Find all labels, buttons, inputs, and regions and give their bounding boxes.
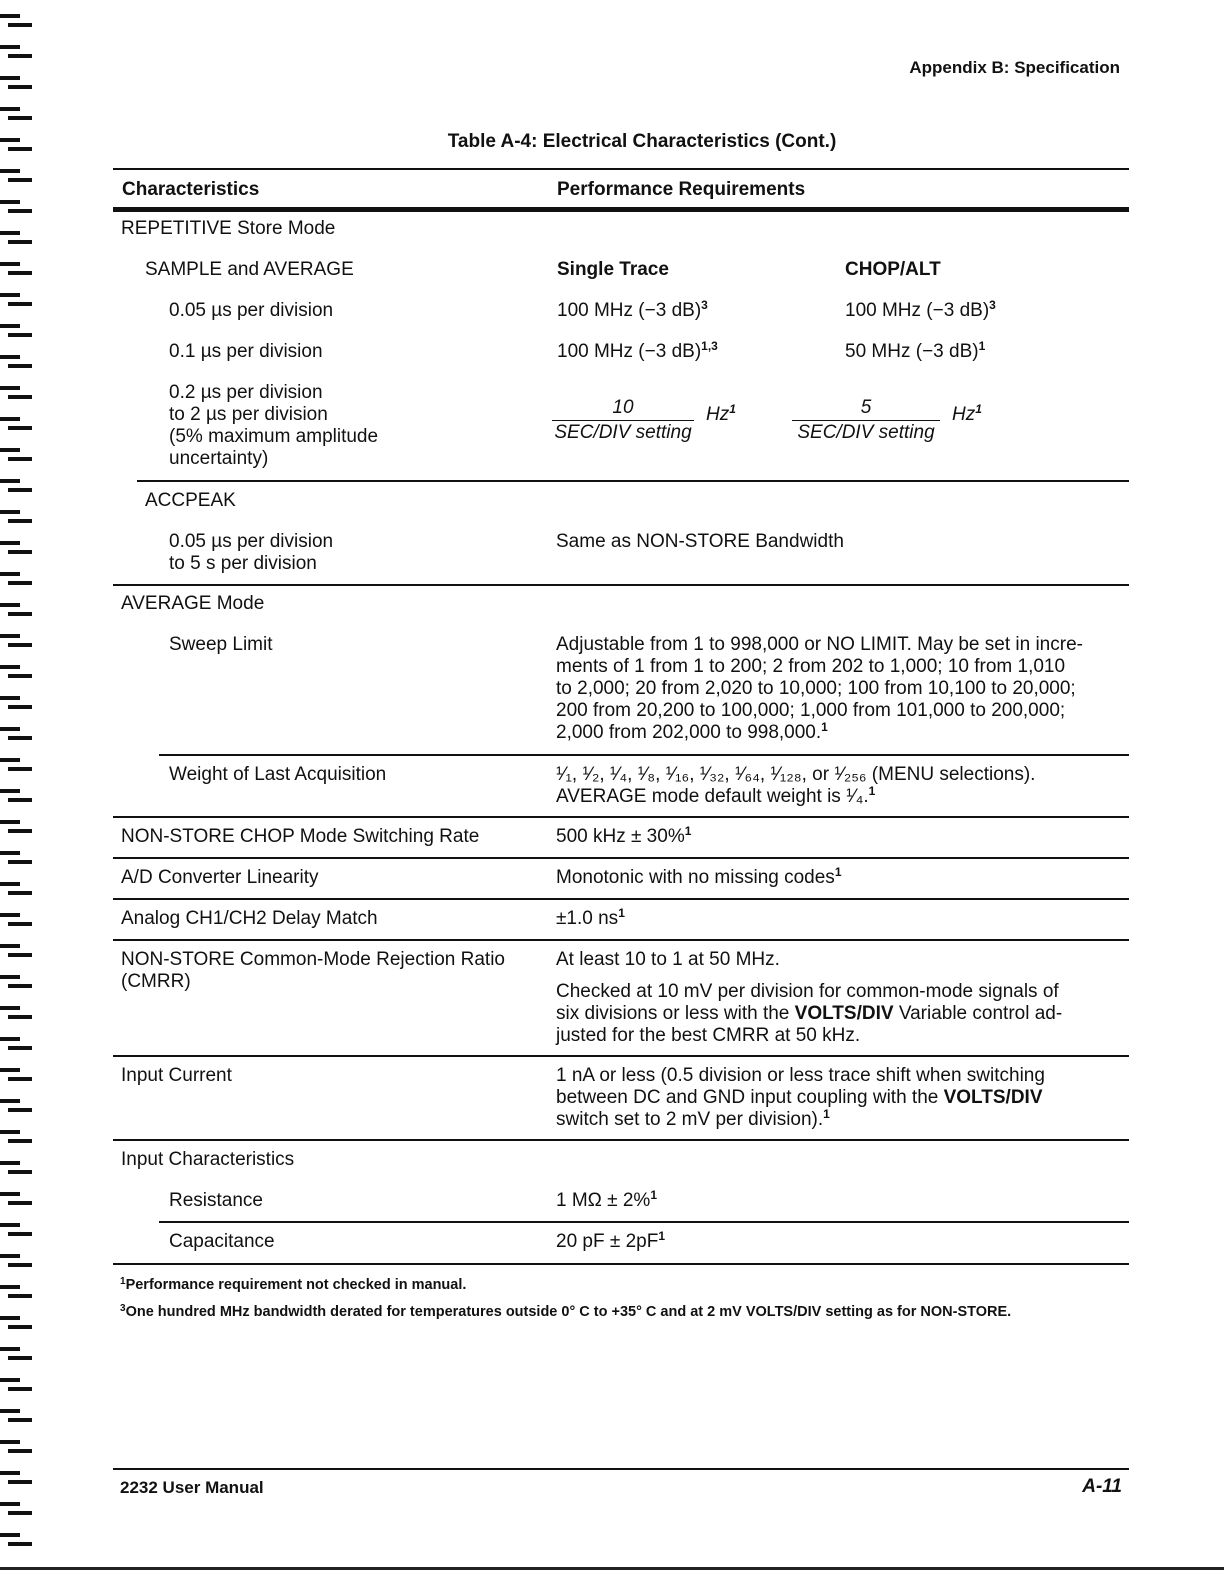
row-label-005us: 0.05 µs per division: [169, 300, 334, 321]
binding-mark: [0, 696, 20, 700]
rule-before-adc: [113, 857, 1129, 859]
binding-mark: [8, 364, 32, 368]
binding-mark: [0, 1502, 20, 1506]
binding-mark: [0, 510, 20, 514]
subheading-chop-alt: CHOP/ALT: [845, 259, 941, 280]
binding-mark: [8, 860, 32, 864]
binding-mark: [0, 789, 20, 793]
binding-mark: [0, 479, 20, 483]
binding-mark: [0, 1378, 20, 1382]
binding-mark: [8, 1480, 32, 1484]
binding-mark: [0, 634, 20, 638]
hz-unit-single: Hz$^1$: [706, 402, 736, 425]
binding-mark: [8, 23, 32, 27]
value-005us-chop: 100 MHz (−3 dB)$^3$: [845, 298, 996, 321]
binding-mark: [0, 541, 20, 545]
binding-mark: [0, 169, 20, 173]
binding-mark: [0, 1347, 20, 1351]
binding-mark: [0, 1316, 20, 1320]
row-label-chop-rate: NON-STORE CHOP Mode Switching Rate: [121, 826, 480, 847]
binding-mark: [8, 1139, 32, 1143]
binding-mark: [8, 426, 32, 430]
binding-mark: [8, 550, 32, 554]
row-label-cmrr: NON-STORE Common-Mode Rejection Ratio (CMRR): [121, 949, 505, 992]
binding-mark: [8, 922, 32, 926]
page-number: A-11: [1082, 1476, 1122, 1497]
binding-mark: [8, 1170, 32, 1174]
binding-mark: [0, 1471, 20, 1475]
row-label-capacitance: Capacitance: [169, 1231, 275, 1252]
binding-mark: [0, 1099, 20, 1103]
binding-mark: [8, 457, 32, 461]
binding-mark: [0, 882, 20, 886]
binding-mark: [0, 1285, 20, 1289]
value-resistance: 1 MΩ ± 2%$^1$: [556, 1188, 658, 1211]
row-label-01us: 0.1 µs per division: [169, 341, 323, 362]
binding-mark: [0, 107, 20, 111]
row-heading-average: AVERAGE Mode: [121, 593, 265, 614]
row-label-delay: Analog CH1/CH2 Delay Match: [121, 908, 378, 929]
fraction-chop-alt: 5 SEC/DIV setting: [792, 397, 940, 444]
row-label-02us: 0.2 µs per division to 2 µs per division (5% maximum amplitude uncertainty): [169, 382, 379, 469]
binding-mark: [0, 76, 20, 80]
footnote-1: $^1$Performance requirement not checked in manual.: [120, 1276, 467, 1293]
table-top-rule: [113, 168, 1129, 170]
binding-mark: [0, 1006, 20, 1010]
binding-mark: [8, 736, 32, 740]
value-accpeak: Same as NON-STORE Bandwidth: [556, 531, 844, 552]
binding-mark: [0, 851, 20, 855]
binding-mark: [8, 1387, 32, 1391]
binding-mark: [0, 1254, 20, 1258]
page-bottom-edge: [0, 1567, 1224, 1570]
rule-before-input-current: [113, 1055, 1129, 1057]
binding-mark: [8, 674, 32, 678]
binding-mark: [8, 984, 32, 988]
footer-rule: [113, 1468, 1129, 1470]
value-cmrr-1: At least 10 to 1 at 50 MHz.: [556, 949, 780, 970]
binding-mark: [8, 209, 32, 213]
binding-mark: [8, 116, 32, 120]
rule-before-delay: [113, 898, 1129, 900]
value-005us-single: 100 MHz (−3 dB)$^3$: [557, 298, 708, 321]
binding-mark: [8, 1418, 32, 1422]
row-label-sweep-limit: Sweep Limit: [169, 634, 273, 655]
binding-mark: [8, 240, 32, 244]
binding-mark: [0, 1161, 20, 1165]
binding-mark: [0, 1409, 20, 1413]
value-01us-chop: 50 MHz (−3 dB)$^1$: [845, 339, 986, 362]
row-label-input-current: Input Current: [121, 1065, 232, 1086]
binding-mark: [0, 355, 20, 359]
subheading-sample-average: SAMPLE and AVERAGE: [145, 259, 354, 280]
row-label-adc: A/D Converter Linearity: [121, 867, 319, 888]
table-bottom-rule: [113, 1263, 1129, 1265]
hz-unit-chop: Hz$^1$: [952, 402, 982, 425]
binding-mark: [8, 1542, 32, 1546]
rule-before-accpeak: [137, 480, 1129, 482]
binding-mark: [0, 324, 20, 328]
value-01us-single: 100 MHz (−3 dB)$^{1,3}$: [557, 339, 718, 362]
value-input-current: 1 nA or less (0.5 division or less trace shift when switching between DC and GND input coupling with the VOLTS/DIV switch set to 2 mV per division).$^1$: [556, 1065, 1045, 1130]
row-label-weight: Weight of Last Acquisition: [169, 764, 387, 785]
binding-mark: [0, 448, 20, 452]
binding-mark: [0, 1192, 20, 1196]
binding-mark: [0, 1037, 20, 1041]
rule-before-input-char: [113, 1139, 1129, 1141]
value-sweep-limit: Adjustable from 1 to 998,000 or NO LIMIT. May be set in incre- ments of 1 from 1 to 200; 2 from 202 to 1,000; 10 from 1,010 to 2,000; 20 from 2,020 to 10,000; 100 from 10,100 to 20,000; 200 from 20,200 to 100,000; 1,000 from 101,000 to 200,000; 2,000 from 202,000 to 998,000.$^1$: [556, 634, 1083, 743]
binding-mark: [0, 45, 20, 49]
value-adc: Monotonic with no missing codes$^1$: [556, 865, 842, 888]
column-header-performance: Performance Requirements: [557, 179, 806, 200]
binding-mark: [0, 14, 20, 18]
rule-before-chop-rate: [113, 816, 1129, 818]
binding-mark: [0, 913, 20, 917]
subheading-single-trace: Single Trace: [557, 259, 669, 280]
subheading-accpeak: ACCPEAK: [145, 490, 236, 511]
binding-mark: [0, 293, 20, 297]
binding-mark: [0, 417, 20, 421]
binding-mark: [0, 572, 20, 576]
binding-mark: [8, 1232, 32, 1236]
binding-mark: [8, 178, 32, 182]
binding-mark: [0, 1440, 20, 1444]
row-label-accpeak: 0.05 µs per division to 5 s per division: [169, 531, 334, 574]
row-heading-input-char: Input Characteristics: [121, 1149, 295, 1170]
value-capacitance: 20 pF ± $2pF^1$: [556, 1229, 665, 1252]
binding-mark: [8, 1511, 32, 1515]
binding-mark: [8, 581, 32, 585]
value-cmrr-2: Checked at 10 mV per division for common-mode signals of six divisions or less with the VOLTS/DIV Variable control ad- justed for the best CMRR at 50 kHz.: [556, 981, 1063, 1046]
binding-mark: [8, 1046, 32, 1050]
binding-mark: [8, 829, 32, 833]
binding-mark: [8, 54, 32, 58]
binding-mark: [8, 519, 32, 523]
binding-mark: [0, 1068, 20, 1072]
binding-mark: [0, 262, 20, 266]
binding-mark: [8, 1356, 32, 1360]
table-title: Table A-4: Electrical Characteristics (Cont.): [447, 131, 837, 152]
row-heading-repetitive: REPETITIVE Store Mode: [121, 218, 336, 239]
binding-mark: [8, 395, 32, 399]
binding-mark: [8, 612, 32, 616]
binding-mark: [0, 1223, 20, 1227]
fraction-single-trace: 10 SEC/DIV setting: [552, 397, 694, 444]
binding-mark: [8, 1108, 32, 1112]
footer-manual-title: 2232 User Manual: [120, 1478, 264, 1497]
row-label-resistance: Resistance: [169, 1190, 263, 1211]
spiral-binding-edge: [0, 0, 34, 1560]
binding-mark: [8, 1325, 32, 1329]
binding-mark: [8, 643, 32, 647]
binding-mark: [8, 767, 32, 771]
rule-before-weight: [159, 754, 1129, 756]
binding-mark: [8, 85, 32, 89]
binding-mark: [8, 302, 32, 306]
binding-mark: [0, 665, 20, 669]
rule-before-cmrr: [113, 939, 1129, 941]
binding-mark: [0, 386, 20, 390]
column-header-characteristics: Characteristics: [122, 179, 260, 200]
binding-mark: [8, 1201, 32, 1205]
binding-mark: [8, 798, 32, 802]
value-weight: ¹⁄₁, ¹⁄₂, ¹⁄₄, ¹⁄₈, ¹⁄₁₆, ¹⁄₃₂, ¹⁄₆₄, ¹⁄₁₂₈, or ¹⁄₂₅₆ (MENU selections). AVERAGE mode default weight is ¹⁄₄.$^1$: [556, 764, 1036, 807]
binding-mark: [8, 488, 32, 492]
binding-mark: [8, 271, 32, 275]
binding-mark: [0, 944, 20, 948]
binding-mark: [0, 820, 20, 824]
binding-mark: [0, 231, 20, 235]
binding-mark: [0, 1533, 20, 1537]
binding-mark: [0, 975, 20, 979]
running-head: Appendix B: Specification: [909, 58, 1120, 77]
binding-mark: [8, 333, 32, 337]
rule-before-capacitance: [159, 1221, 1129, 1223]
binding-mark: [8, 1077, 32, 1081]
binding-mark: [8, 1294, 32, 1298]
binding-mark: [0, 1130, 20, 1134]
binding-mark: [8, 1015, 32, 1019]
binding-mark: [8, 953, 32, 957]
binding-mark: [0, 758, 20, 762]
binding-mark: [0, 727, 20, 731]
value-chop-rate: 500 kHz ± 30%$^1$: [556, 824, 692, 847]
value-delay: ±1.0 $ns^1$: [556, 906, 625, 929]
binding-mark: [8, 1263, 32, 1267]
binding-mark: [8, 705, 32, 709]
binding-mark: [8, 891, 32, 895]
header-rule: [113, 207, 1129, 212]
binding-mark: [0, 603, 20, 607]
footnote-3: $^3$One hundred MHz bandwidth derated for temperatures outside 0° C to +35° C and at 2 mV VOLTS/DIV setting as for NON-STORE.: [120, 1303, 1012, 1320]
binding-mark: [0, 200, 20, 204]
rule-before-average: [113, 584, 1129, 586]
binding-mark: [8, 1449, 32, 1453]
